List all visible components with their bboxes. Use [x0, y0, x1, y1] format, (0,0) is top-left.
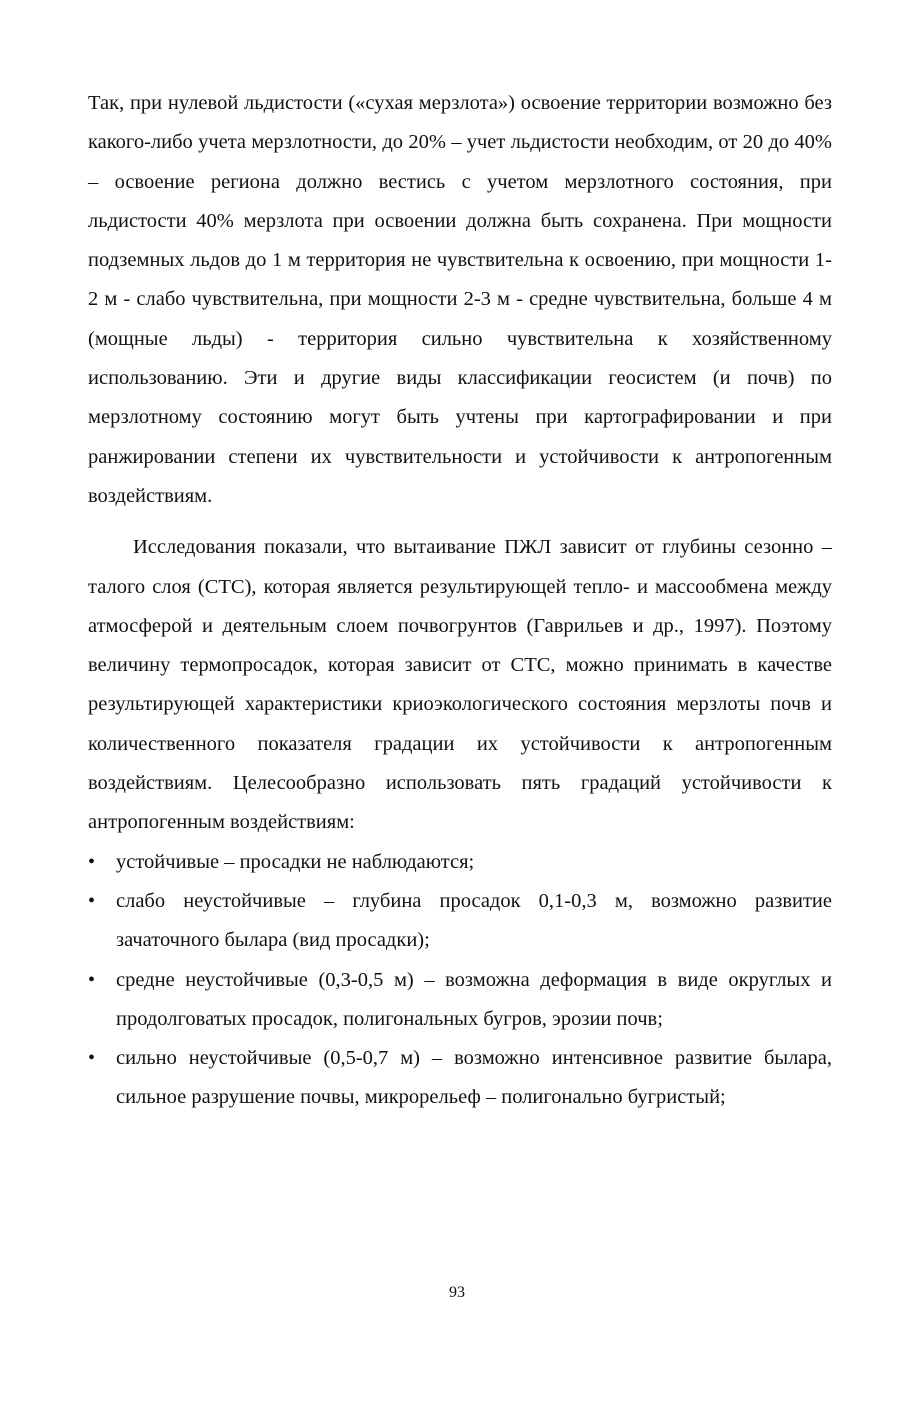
list-item: [88, 882, 832, 961]
list-item: [88, 843, 832, 882]
list-item-text: средне неустойчивые (0,3-0,5 м) – возможна деформация в виде округлых и продолговатых просадок, полигональных бугров, эрозии почв;: [116, 968, 832, 1030]
paragraph-2: Исследования показали, что вытаивание ПЖЛ зависит от глубины сезонно – талого слоя (СТС), которая является результирующей тепло- и массообмена между атмосферой и деятельным слоем почвогрунтов (Гаврильев и др., 1997). Поэтому величину термопросадок, которая зависит от СТС, можно принимать в качестве результирующей характеристики криоэкологического состояния мерзлоты почв и количественного показателя градации их устойчивости к антропогенным воздействиям. Целесообразно использовать пять градаций устойчивости к антропогенным воздействиям:: [88, 536, 832, 834]
list-item-text: слабо неустойчивые – глубина просадок 0,1-0,3 м, возможно развитие зачаточного былара (вид просадки);: [116, 889, 832, 952]
list-item: [88, 961, 832, 1040]
list-item-text: устойчивые – просадки не наблюдаются;: [116, 850, 475, 873]
page-body: [88, 84, 832, 1118]
bullet-icon: •: [88, 1047, 96, 1070]
page-number: 93: [449, 1284, 465, 1301]
list-item-text: сильно неустойчивые (0,5-0,7 м) – возможно интенсивное развитие былара, сильное разрушение почвы, микрорельеф – полигонально бугристый;: [116, 1047, 832, 1109]
bullet-icon: •: [88, 850, 96, 873]
paragraph-1: Так, при нулевой льдистости («сухая мерзлота») освоение территории возможно без какого-либо учета мерзлотности, до 20% – учет льдистости необходим, от 20 до 40% – освоение региона должно вестись с учетом мерзлотного состояния, при льдистости 40% мерзлота при освоении должна быть сохранена. При мощности подземных льдов до 1 м территория не чувствительна к освоению, при мощности 1-2 м - слабо чувствительна, при мощности 2-3 м - средне чувствительна, больше 4 м (мощные льды) - территория сильно чувствительна к хозяйственному использованию. Эти и другие виды классификации геосистем (и почв) по мерзлотному состоянию могут быть учтены при картографировании и при ранжировании степени их чувствительности и устойчивости к антропогенным воздействиям.: [88, 92, 832, 507]
stability-gradation-list: [88, 843, 832, 1118]
bullet-icon: •: [88, 889, 96, 912]
list-item: [88, 1039, 832, 1118]
bullet-icon: •: [88, 968, 96, 991]
